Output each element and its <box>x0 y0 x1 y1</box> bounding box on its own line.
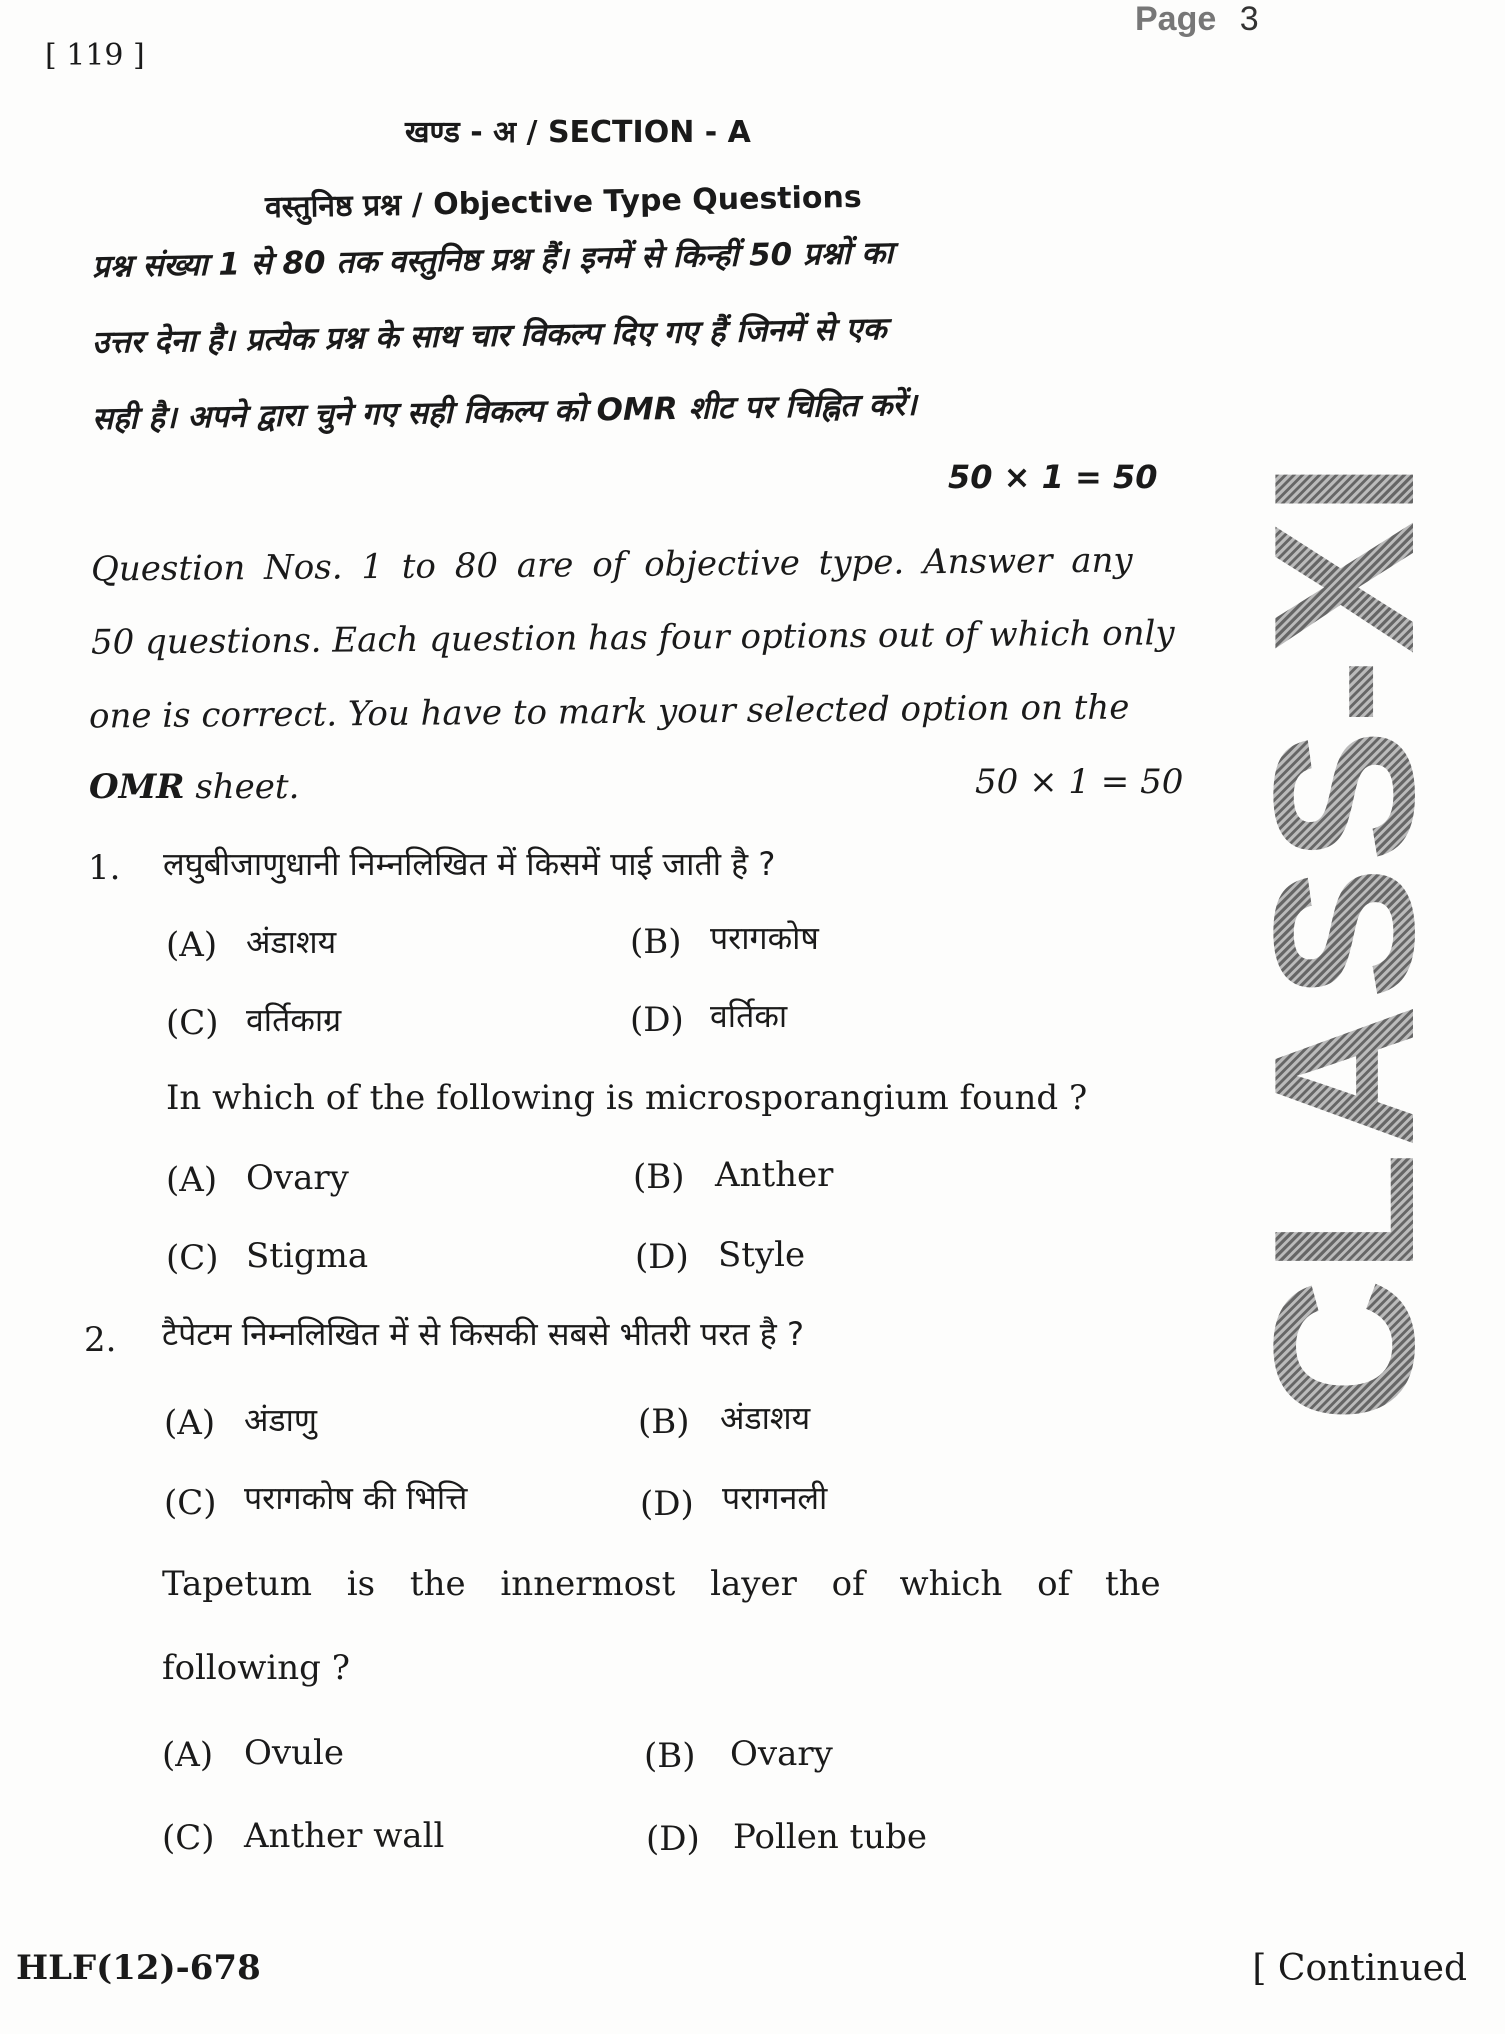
english-marks: 50 × 1 = 50 <box>975 762 1184 802</box>
english-instruction-line: one is correct. You have to mark your selected option on the <box>88 687 1130 737</box>
option-text: अंडाशय <box>720 1399 811 1437</box>
class-xi-watermark: CLASS-XI <box>1230 457 1460 1422</box>
option-text: Ovary <box>730 1734 833 1774</box>
option-label: (B) <box>633 1157 685 1197</box>
option-text: Pollen tube <box>733 1817 927 1857</box>
option-text: Anther <box>715 1155 834 1195</box>
option-text: वर्तिकाग्र <box>246 1001 342 1039</box>
question-text-hindi: लघुबीजाणुधानी निम्नलिखित में किसमें पाई जाती है ? <box>163 845 776 883</box>
omr-bold: OMR <box>89 767 185 807</box>
question-text-english: Tapetum is the innermost layer of which of the <box>162 1564 1161 1604</box>
option-label: (D) <box>635 1237 689 1277</box>
option-label: (D) <box>646 1819 700 1859</box>
english-instruction-rest: sheet. <box>184 767 300 807</box>
option-text: परागकोष <box>710 919 819 957</box>
hindi-instruction-line: प्रश्न संख्या 1 से 80 तक वस्तुनिष्ठ प्रश्न हैं। इनमें से किन्हीं 50 प्रश्नों का <box>91 235 894 285</box>
page-number: 3 <box>1239 0 1259 38</box>
option-label: (C) <box>162 1818 215 1858</box>
option-text: Anther wall <box>244 1816 445 1856</box>
section-subtitle: वस्तुनिष्ठ प्रश्न / Objective Type Questions <box>264 179 863 226</box>
option-label: (B) <box>630 922 682 962</box>
option-label: (D) <box>630 1000 684 1040</box>
footer-paper-code: HLF(12)-678 <box>16 1948 261 1988</box>
hindi-marks: 50 × 1 = 50 <box>948 458 1158 496</box>
option-label: (B) <box>638 1402 690 1442</box>
option-label: (C) <box>166 1003 219 1043</box>
option-text: Stigma <box>246 1236 369 1276</box>
option-text: अंडाशय <box>246 923 337 961</box>
option-label: (A) <box>162 1735 214 1775</box>
section-title: खण्ड - अ / SECTION - A <box>405 115 751 150</box>
option-text: Ovary <box>246 1158 349 1198</box>
option-text: परागनली <box>722 1479 828 1517</box>
question-text-hindi: टैपेटम निम्नलिखित में से किसकी सबसे भीतरी परत है ? <box>162 1315 804 1353</box>
option-label: (C) <box>164 1483 217 1523</box>
option-label: (B) <box>644 1736 696 1776</box>
option-text: Ovule <box>244 1733 344 1773</box>
page-label: Page <box>1135 0 1217 38</box>
option-text: Style <box>718 1235 806 1275</box>
option-label: (C) <box>166 1238 219 1278</box>
option-label: (D) <box>640 1484 694 1524</box>
option-label: (A) <box>166 925 218 965</box>
english-instruction-line <box>89 767 299 807</box>
hindi-instruction-line: सही है। अपने द्वारा चुने गए सही विकल्प को OMR शीट पर चिह्नित करें। <box>91 386 918 438</box>
hindi-instruction-line: उत्तर देना है। प्रत्येक प्रश्न के साथ चार विकल्प दिए गए हैं जिनमें से एक <box>91 311 887 361</box>
option-text: अंडाणु <box>244 1401 317 1439</box>
question-number: 1. <box>88 848 121 888</box>
option-text: वर्तिका <box>710 997 788 1035</box>
footer-continued: [ Continued <box>1252 1948 1467 1989</box>
question-text-english: following ? <box>162 1648 350 1688</box>
question-text-english: In which of the following is microsporangium found ? <box>166 1078 1088 1118</box>
option-label: (A) <box>166 1160 218 1200</box>
english-instruction-line: 50 questions. Each question has four options out of which only <box>90 613 1175 663</box>
question-number: 2. <box>84 1320 117 1360</box>
english-instruction-line: Question Nos. 1 to 80 are of objective type. Answer any <box>90 540 1133 590</box>
page-code: [ 119 ] <box>45 38 145 73</box>
option-text: परागकोष की भित्ति <box>244 1479 468 1517</box>
option-label: (A) <box>164 1403 216 1443</box>
page-number-stamp <box>1135 0 1259 39</box>
